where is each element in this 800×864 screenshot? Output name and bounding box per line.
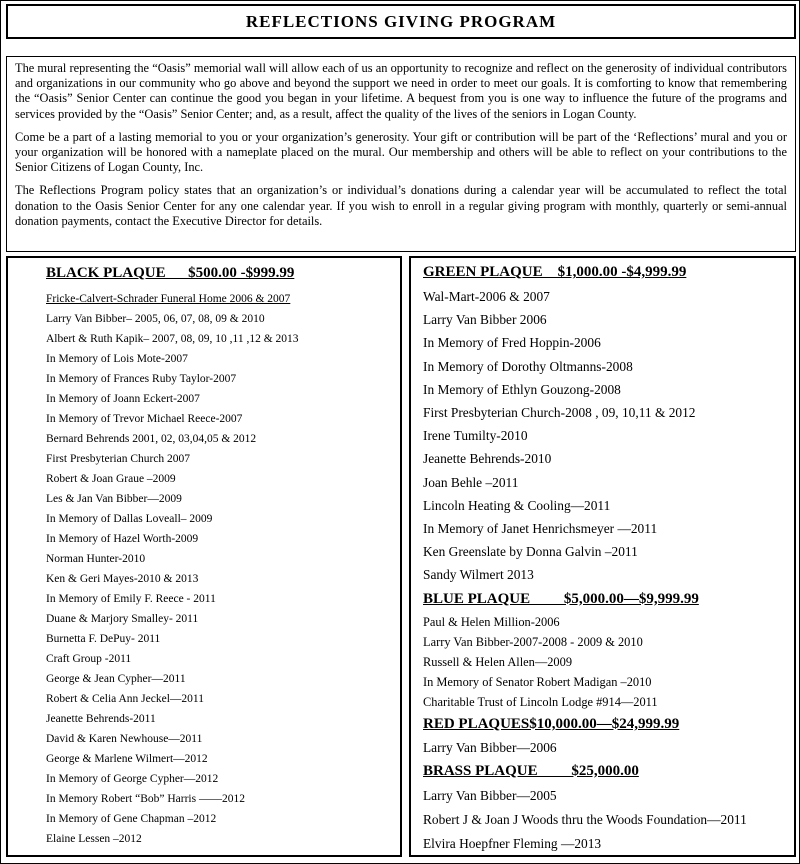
donor-entry: In Memory of Frances Ruby Taylor-2007 bbox=[46, 373, 237, 385]
donor-entry: In Memory of Janet Henrichsmeyer —2011 bbox=[423, 521, 658, 537]
brass-plaque-list bbox=[423, 784, 786, 856]
page-title: REFLECTIONS GIVING PROGRAM bbox=[245, 11, 557, 31]
donor-entry: In Memory of Hazel Worth-2009 bbox=[46, 533, 199, 545]
donor-entry: Joan Behle –2011 bbox=[423, 474, 519, 490]
donor-entry: Ken Greenslate by Donna Galvin –2011 bbox=[423, 544, 638, 560]
donor-entry: In Memory of Gene Chapman –2012 bbox=[46, 813, 217, 825]
donor-entry: Jeanette Behrends-2011 bbox=[46, 713, 156, 725]
donor-entry: In Memory of George Cypher—2012 bbox=[46, 773, 219, 785]
donor-entry: Larry Van Bibber-2007-2008 - 2009 & 2010 bbox=[423, 634, 643, 649]
donor-entry: In Memory of Emily F. Reece - 2011 bbox=[46, 593, 216, 605]
brass-plaque-heading-text: BRASS PLAQUE $25,000.00 bbox=[423, 762, 639, 779]
donor-entry: Robert & Celia Ann Jeckel—2011 bbox=[46, 693, 204, 705]
donor-entry: In Memory of Senator Robert Madigan –2010 bbox=[423, 674, 652, 689]
color-plaque-panel bbox=[409, 256, 796, 857]
black-plaque-heading bbox=[46, 263, 392, 283]
donor-entry: Albert & Ruth Kapik– 2007, 08, 09, 10 ,11 ,12 & 2013 bbox=[46, 333, 299, 345]
brass-plaque-heading bbox=[423, 761, 786, 781]
donor-entry: In Memory of Ethlyn Gouzong-2008 bbox=[423, 381, 621, 397]
donor-entry: Duane & Marjory Smalley- 2011 bbox=[46, 613, 199, 625]
green-plaque-heading bbox=[423, 262, 786, 282]
intro-paragraph: Come be a part of a lasting memorial to you or your organization’s generosity. Your gift or contribution will be part of the ‘Reflections’ mural and you or your organization will be honored with a nameplate placed on the mural. Our membership and others will be able to reflect on your contributions to the Senior Citizens of Logan County, Inc. bbox=[15, 129, 787, 175]
title-box bbox=[6, 4, 796, 39]
donor-entry: Elaine Lessen –2012 bbox=[46, 833, 142, 845]
donor-entry: Robert J & Joan J Woods thru the Woods Foundation—2011 bbox=[423, 811, 747, 827]
donor-entry: George & Jean Cypher—2011 bbox=[46, 673, 186, 685]
donor-entry: Larry Van Bibber 2006 bbox=[423, 312, 547, 328]
green-plaque-heading-text: GREEN PLAQUE $1,000.00 -$4,999.99 bbox=[423, 264, 687, 280]
red-plaque-heading-text: RED PLAQUES$10,000.00—$24,999.99 bbox=[423, 715, 680, 732]
green-plaque-list bbox=[423, 285, 786, 587]
donor-entry: Elvira Hoepfner Fleming —2013 bbox=[423, 835, 602, 851]
donor-entry: Fricke-Calvert-Schrader Funeral Home 2006 & 2007 bbox=[46, 293, 291, 305]
red-plaque-list bbox=[423, 737, 786, 759]
donor-entry: In Memory of Trevor Michael Reece-2007 bbox=[46, 413, 243, 425]
intro-box bbox=[6, 56, 796, 252]
donor-entry: Larry Van Bibber—2005 bbox=[423, 787, 557, 803]
donor-entry: David & Karen Newhouse—2011 bbox=[46, 733, 203, 745]
donor-entry: George & Marlene Wilmert—2012 bbox=[46, 753, 208, 765]
donor-entry: In Memory of Dallas Loveall– 2009 bbox=[46, 513, 213, 525]
donor-entry: Irene Tumilty-2010 bbox=[423, 428, 528, 444]
blue-plaque-list bbox=[423, 612, 786, 712]
donor-entry: Larry Van Bibber—2006 bbox=[423, 739, 557, 755]
donor-entry: Jeanette Behrends-2010 bbox=[423, 451, 552, 467]
donor-entry: Paul & Helen Million-2006 bbox=[423, 614, 560, 629]
donor-entry: Craft Group -2011 bbox=[46, 653, 132, 665]
donor-entry: Les & Jan Van Bibber—2009 bbox=[46, 493, 182, 505]
donor-entry: Larry Van Bibber– 2005, 06, 07, 08, 09 & 2010 bbox=[46, 313, 265, 325]
donor-entry: First Presbyterian Church-2008 , 09, 10,11 & 2012 bbox=[423, 405, 696, 421]
donor-entry: Lincoln Heating & Cooling—2011 bbox=[423, 497, 611, 513]
donor-entry: First Presbyterian Church 2007 bbox=[46, 453, 191, 465]
donor-entry: In Memory Robert “Bob” Harris ——2012 bbox=[46, 793, 245, 805]
donor-entry: Ken & Geri Mayes-2010 & 2013 bbox=[46, 573, 199, 585]
intro-paragraph: The Reflections Program policy states that an organization’s or individual’s donations during a calendar year will be accumulated to reflect the total donation to the Oasis Senior Center for any one calendar year. If you wish to enroll in a regular giving program with monthly, quarterly or semi-annual donation payments, contact the Executive Director for details. bbox=[15, 183, 787, 228]
donor-entry: Bernard Behrends 2001, 02, 03,04,05 & 2012 bbox=[46, 433, 257, 445]
donor-entry: In Memory of Dorothy Oltmanns-2008 bbox=[423, 358, 633, 374]
blue-plaque-heading bbox=[423, 589, 786, 609]
donor-entry: Robert & Joan Graue –2009 bbox=[46, 473, 176, 485]
intro-paragraph: The mural representing the “Oasis” memorial wall will allow each of us an opportunity to recognize and reflect on the generosity of individual contributors and organizations in our community who go above and beyond the support we need in order to meet our goals. It is comforting to know that remembering the “Oasis” Senior Center can continue the good you began in your lifetime. A bequest from you is one way to influence the future of the programs and services provided by the “Oasis” Senior Center; and, as a result, affect the quality of the lives of the seniors in Logan County. bbox=[15, 61, 787, 121]
black-plaque-panel bbox=[6, 256, 402, 857]
black-plaque-heading-text: BLACK PLAQUE $500.00 -$999.99 bbox=[46, 265, 295, 281]
intro-text bbox=[15, 61, 787, 229]
donor-entry: In Memory of Fred Hoppin-2006 bbox=[423, 335, 601, 351]
donor-entry: In Memory of Joann Eckert-2007 bbox=[46, 393, 200, 405]
blue-plaque-heading-text: BLUE PLAQUE $5,000.00—$9,999.99 bbox=[423, 590, 699, 607]
donor-entry: Norman Hunter-2010 bbox=[46, 553, 146, 565]
donor-entry: Wal-Mart-2006 & 2007 bbox=[423, 289, 550, 304]
black-plaque-list bbox=[46, 289, 392, 849]
donor-entry: Sandy Wilmert 2013 bbox=[423, 567, 534, 583]
donor-entry: In Memory of Lois Mote-2007 bbox=[46, 353, 188, 365]
red-plaque-heading bbox=[423, 714, 786, 734]
donor-entry: Russell & Helen Allen—2009 bbox=[423, 654, 573, 669]
donor-entry: Charitable Trust of Lincoln Lodge #914—2011 bbox=[423, 694, 658, 709]
donor-entry: Burnetta F. DePuy- 2011 bbox=[46, 633, 161, 645]
